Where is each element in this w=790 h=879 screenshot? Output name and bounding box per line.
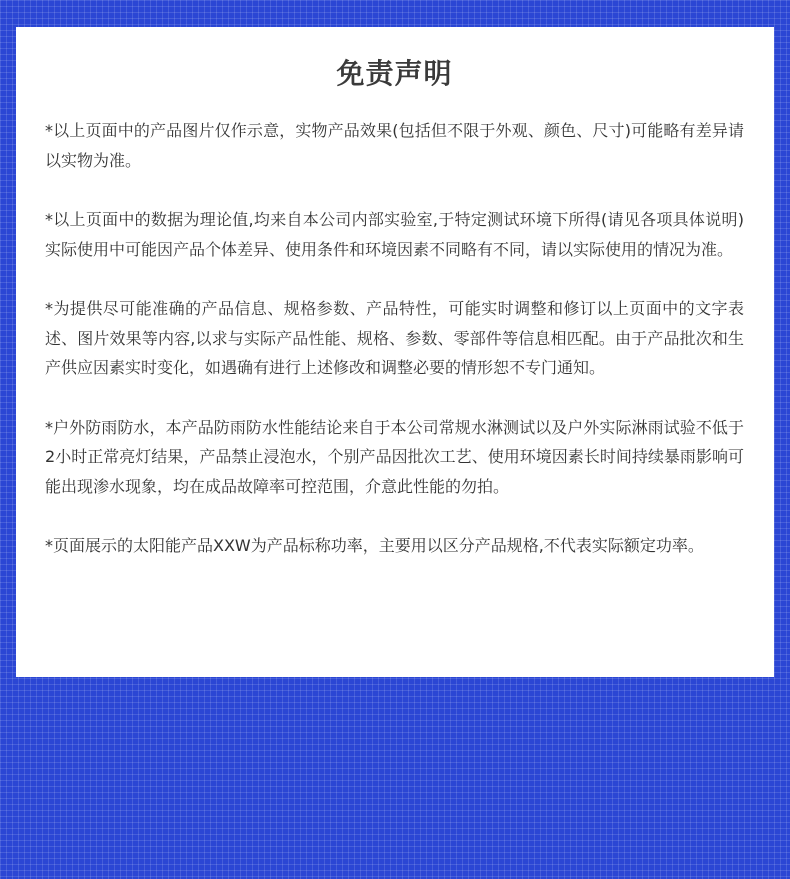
disclaimer-paragraph-1: *以上页面中的产品图片仅作示意，实物产品效果(包括但不限于外观、颜色、尺寸)可能略有差异请以实物为准。: [45, 121, 744, 170]
disclaimer-paragraph-4: *户外防雨防水，本产品防雨防水性能结论来自于本公司常规水淋测试以及户外实际淋雨试验不低于2小时正常亮灯结果，产品禁止浸泡水，个别产品因批次工艺、使用环境因素长时间持续暴雨影响可能出现渗水现象，均在成品故障率可控范围，介意此性能的勿拍。: [45, 417, 744, 496]
disclaimer-body: [45, 116, 744, 561]
disclaimer-paragraph-2: *以上页面中的数据为理论值,均来自本公司内部实验室,于特定测试环境下所得(请见各项具体说明)实际使用中可能因产品个体差异、使用条件和环境因素不同略有不同，请以实际使用的情况为准。: [45, 210, 744, 259]
page-title: 免责声明: [336, 57, 453, 90]
disclaimer-paragraph-3: *为提供尽可能准确的产品信息、规格参数、产品特性，可能实时调整和修订以上页面中的文字表述、图片效果等内容,以求与实际产品性能、规格、参数、零部件等信息相匹配。由于产品批次和生产供应因素实时变化，如遇确有进行上述修改和调整必要的情形恕不专门通知。: [45, 299, 744, 377]
disclaimer-card: [16, 27, 774, 677]
disclaimer-paragraph-5: *页面展示的太阳能产品XXW为产品标称功率，主要用以区分产品规格,不代表实际额定功率。: [45, 536, 704, 555]
